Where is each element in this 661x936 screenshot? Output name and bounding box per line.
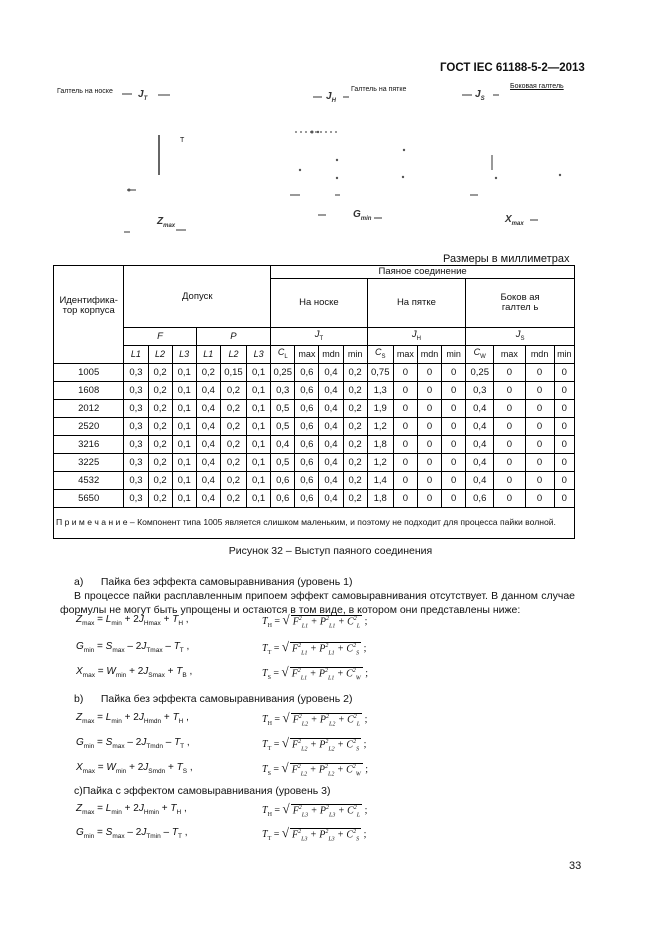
table-cell: 0,6 <box>295 454 319 472</box>
formula-right-b3: $T_S$ = √ $F^2_{L2} + P^2_{L2} + C^2_W$ ; <box>262 760 369 777</box>
col-mdn-heel: mdn <box>417 346 441 364</box>
page-number: 33 <box>569 860 582 872</box>
table-cell: 0,2 <box>220 418 246 436</box>
table-cell: 0,3 <box>271 382 295 400</box>
table-cell: 0 <box>442 436 466 454</box>
table-cell: 0,2 <box>343 472 367 490</box>
col-L1-F: L1 <box>124 346 148 364</box>
formula-right-b1: $T_H$ = √ $F^2_{L2} + P^2_{L2} + C^2_L$ ; <box>262 710 368 727</box>
formula-left-b1: $Z_{max} = L_{min} + 2J_{Hmdn} + T_H$ , <box>76 712 189 725</box>
table-cell: 0,3 <box>124 382 148 400</box>
header-row-3 <box>54 328 575 346</box>
table-cell: 0,4 <box>196 436 220 454</box>
table-cell: 0,2 <box>148 418 172 436</box>
table-cell: 0 <box>417 418 441 436</box>
table-cell: 0,2 <box>196 364 220 382</box>
table-row <box>54 400 575 418</box>
table-cell: 0,2 <box>148 472 172 490</box>
table-cell: 0,4 <box>196 490 220 508</box>
section-a-text: В процессе пайки расплавленным припоем эффект самовыравнивания отсутствует. В данном случае формулы не могут быть упрощены и остаются в том виде, в котором они представлены ниже: <box>60 590 575 616</box>
col-L1-P: L1 <box>196 346 220 364</box>
label-side: Боковая галтель <box>510 83 564 90</box>
formula-right-a2: $T_T$ = √ $F^2_{L1} + P^2_{L1} + C^2_S$ ; <box>262 639 367 656</box>
table-cell: 0,4 <box>319 382 343 400</box>
table-cell: 0 <box>554 436 574 454</box>
table-cell: 0,2 <box>148 400 172 418</box>
symbol-zmax: $Z_{max}$ <box>157 216 176 229</box>
header-side: Боков ая галтел ь <box>466 279 575 328</box>
table-cell: 0 <box>393 472 417 490</box>
col-min-side: min <box>554 346 574 364</box>
table-cell: 0 <box>554 382 574 400</box>
table-cell: 0,2 <box>220 436 246 454</box>
col-L3-P: L3 <box>247 346 271 364</box>
table-cell: 0,3 <box>124 418 148 436</box>
standard-header: ГОСТ IEC 61188-5-2—2013 <box>440 62 585 74</box>
col-max-toe: max <box>295 346 319 364</box>
table-cell: 0 <box>393 382 417 400</box>
table-cell: 0 <box>393 436 417 454</box>
formula-left-a1: $Z_{max} = L_{min} + 2J_{Hmax} + T_H$ , <box>76 614 189 627</box>
table-cell: 0 <box>554 454 574 472</box>
table-cell: 0 <box>393 364 417 382</box>
row-id-cell: 4532 <box>54 472 124 490</box>
row-id-cell: 1005 <box>54 364 124 382</box>
table-cell: 0 <box>494 382 525 400</box>
table-cell: 0 <box>442 490 466 508</box>
symbol-js: $J_S$ <box>475 89 485 102</box>
table-cell: 0,6 <box>295 490 319 508</box>
solder-joint-table <box>53 265 575 539</box>
section-b-title: b) Пайка без эффекта самовыравнивания (уровень 2) <box>74 693 353 705</box>
formula-left-c1: $Z_{max} = L_{min} + 2J_{Hmin} + T_H$ , <box>76 803 187 816</box>
table-cell: 0 <box>554 490 574 508</box>
table-body <box>54 364 575 508</box>
formula-right-a1: $T_H$ = √ $F^2_{L1} + P^2_{L1} + C^2_L$ ; <box>262 612 368 629</box>
table-cell: 0 <box>525 490 554 508</box>
table-cell: 0,4 <box>196 472 220 490</box>
table-cell: 0,4 <box>319 436 343 454</box>
formula-left-b3: $X_{max} = W_{min} + 2J_{Smdn} + T_S$ , <box>76 762 193 775</box>
table-cell: 0 <box>442 400 466 418</box>
table-cell: 0 <box>525 382 554 400</box>
table-cell: 0 <box>393 400 417 418</box>
table-cell: 0 <box>525 454 554 472</box>
group-JT: $J_T$ <box>271 328 368 346</box>
col-L2-P: L2 <box>220 346 246 364</box>
table-cell: 0,4 <box>319 454 343 472</box>
table-cell: 0,15 <box>220 364 246 382</box>
header-row-4 <box>54 346 575 364</box>
group-F: F <box>124 328 196 346</box>
table-cell: 1,8 <box>367 436 393 454</box>
table-cell: 0 <box>417 454 441 472</box>
col-CW: $C_W$ <box>466 346 494 364</box>
table-cell: 0,2 <box>148 454 172 472</box>
table-cell: 0 <box>554 364 574 382</box>
col-mdn-toe: mdn <box>319 346 343 364</box>
table-cell: 0 <box>525 364 554 382</box>
row-id-cell: 3216 <box>54 436 124 454</box>
row-id-cell: 5650 <box>54 490 124 508</box>
col-mdn-side: mdn <box>525 346 554 364</box>
table-row <box>54 364 575 382</box>
table-cell: 0,1 <box>247 454 271 472</box>
table-cell: 0,6 <box>295 472 319 490</box>
row-id-cell: 2012 <box>54 400 124 418</box>
col-L2-F: L2 <box>148 346 172 364</box>
table-cell: 0,1 <box>247 364 271 382</box>
group-JS: $J_S$ <box>466 328 575 346</box>
table-cell: 0 <box>442 472 466 490</box>
col-min-heel: min <box>442 346 466 364</box>
symbol-xmax: $X_{max}$ <box>505 214 524 227</box>
table-cell: 0 <box>442 382 466 400</box>
table-cell: 0 <box>417 382 441 400</box>
group-JH: $J_H$ <box>367 328 466 346</box>
table-cell: 0,4 <box>319 490 343 508</box>
table-cell: 0,5 <box>271 418 295 436</box>
table-cell: 0,2 <box>343 436 367 454</box>
table-cell: 0,2 <box>148 364 172 382</box>
table-cell: 0 <box>442 364 466 382</box>
table-cell: 0,6 <box>295 436 319 454</box>
table-cell: 0,3 <box>124 436 148 454</box>
formula-right-c2: $T_T$ = √ $F^2_{L3} + P^2_{L3} + C^2_S$ ; <box>262 825 367 842</box>
table-cell: 1,2 <box>367 454 393 472</box>
formula-left-a3: $X_{max} = W_{min} + 2J_{Smax} + T_B$ , <box>76 666 193 679</box>
table-cell: 0,6 <box>271 472 295 490</box>
table-cell: 0 <box>442 418 466 436</box>
formula-right-a3: $T_S$ = √ $F^2_{L1} + P^2_{L1} + C^2_W$ ; <box>262 664 369 681</box>
table-cell: 0,3 <box>124 364 148 382</box>
table-cell: 0 <box>417 490 441 508</box>
table-cell: 0 <box>494 490 525 508</box>
label-toe: Галтель на носке <box>57 88 113 95</box>
table-cell: 0 <box>554 472 574 490</box>
table-cell: 0,2 <box>343 364 367 382</box>
table-cell: 0,3 <box>124 400 148 418</box>
table-cell: 0,1 <box>247 400 271 418</box>
table-cell: 0 <box>554 418 574 436</box>
table-note: П р и м е ч а н и е – Компонент типа 1005 является слишком маленьким, и поэтому не подходит для процесса пайки волной. <box>54 508 575 539</box>
table-row <box>54 490 575 508</box>
table-cell: 0,75 <box>367 364 393 382</box>
table-cell: 1,4 <box>367 472 393 490</box>
table-cell: 0 <box>417 400 441 418</box>
table-cell: 0,6 <box>271 490 295 508</box>
table-cell: 0,6 <box>295 364 319 382</box>
table-cell: 0,4 <box>196 400 220 418</box>
figure-caption: Рисунок 32 – Выступ паяного соединения <box>228 545 433 557</box>
table-cell: 0,25 <box>466 364 494 382</box>
table-cell: 0,1 <box>172 400 196 418</box>
table-cell: 0,1 <box>247 472 271 490</box>
table-cell: 0,2 <box>343 400 367 418</box>
table-cell: 0 <box>494 454 525 472</box>
col-CL: $C_L$ <box>271 346 295 364</box>
table-cell: 0,1 <box>172 454 196 472</box>
table-cell: 0,4 <box>319 364 343 382</box>
label-heel: Галтель на пятке <box>351 86 407 93</box>
table-cell: 1,3 <box>367 382 393 400</box>
table-cell: 0,4 <box>196 382 220 400</box>
table-cell: 1,8 <box>367 490 393 508</box>
table-cell: 0,2 <box>220 472 246 490</box>
col-min-toe: min <box>343 346 367 364</box>
t-mark: T <box>180 137 185 144</box>
table-cell: 0 <box>525 436 554 454</box>
table-cell: 0,5 <box>271 400 295 418</box>
table-cell: 0,6 <box>295 418 319 436</box>
col-max-side: max <box>494 346 525 364</box>
col-max-heel: max <box>393 346 417 364</box>
symbol-jh: $J_H$ <box>326 91 336 104</box>
symbol-jt: $J_T$ <box>138 89 148 102</box>
table-cell: 0 <box>494 472 525 490</box>
table-cell: 0,1 <box>247 490 271 508</box>
table-cell: 0,4 <box>319 472 343 490</box>
table-cell: 0,5 <box>271 454 295 472</box>
row-id-cell: 2520 <box>54 418 124 436</box>
table-cell: 0,6 <box>466 490 494 508</box>
table-cell: 0,3 <box>466 382 494 400</box>
header-heel: На пятке <box>367 279 466 328</box>
units-label: Размеры в миллиметрах <box>443 253 570 265</box>
table-cell: 0 <box>525 418 554 436</box>
table-cell: 0,2 <box>148 382 172 400</box>
header-joint: Паяное соединение <box>271 266 575 279</box>
header-row-1 <box>54 266 575 279</box>
col-CS: $C_S$ <box>367 346 393 364</box>
table-cell: 0 <box>393 454 417 472</box>
table-cell: 0,4 <box>196 454 220 472</box>
table-cell: 0,1 <box>172 382 196 400</box>
table-cell: 0,6 <box>295 400 319 418</box>
group-P: P <box>196 328 270 346</box>
formula-left-a2: $G_{min} = S_{max} - 2J_{Tmax} - T_T$ , <box>76 641 190 654</box>
table-cell: 0,4 <box>319 400 343 418</box>
table-cell: 0,4 <box>196 418 220 436</box>
note-row <box>54 508 575 539</box>
table-cell: 0,4 <box>466 472 494 490</box>
table-cell: 0,4 <box>271 436 295 454</box>
table-cell: 0 <box>393 490 417 508</box>
table-cell: 0,2 <box>148 490 172 508</box>
table-cell: 0 <box>525 472 554 490</box>
table-cell: 0 <box>494 436 525 454</box>
row-id-cell: 3225 <box>54 454 124 472</box>
table-cell: 0,1 <box>172 364 196 382</box>
section-c-title: c)Пайка с эффектом самовыравнивания (уровень 3) <box>74 785 331 797</box>
table-cell: 0,4 <box>466 418 494 436</box>
table-cell: 0,2 <box>220 382 246 400</box>
table-cell: 0 <box>554 400 574 418</box>
header-id: Идентифика-тор корпуса <box>54 266 124 346</box>
table-cell: 0,4 <box>319 418 343 436</box>
table-cell: 0,1 <box>247 436 271 454</box>
table-cell: 0,2 <box>148 436 172 454</box>
table-cell: 0 <box>494 418 525 436</box>
table-row <box>54 436 575 454</box>
table-row <box>54 472 575 490</box>
table-cell: 0,2 <box>343 382 367 400</box>
row-id-cell: 1608 <box>54 382 124 400</box>
table-cell: 0 <box>494 364 525 382</box>
formula-right-c1: $T_H$ = √ $F^2_{L3} + P^2_{L3} + C^2_L$ ; <box>262 801 368 818</box>
table-row <box>54 454 575 472</box>
table-row <box>54 382 575 400</box>
table-cell: 0,1 <box>247 418 271 436</box>
table-cell: 0,6 <box>295 382 319 400</box>
table-cell: 0 <box>525 400 554 418</box>
table-row <box>54 418 575 436</box>
table-cell: 0,2 <box>343 490 367 508</box>
table-cell: 0 <box>494 400 525 418</box>
formula-right-b2: $T_T$ = √ $F^2_{L2} + P^2_{L2} + C^2_S$ ; <box>262 735 367 752</box>
table-cell: 0,4 <box>466 400 494 418</box>
table-cell: 0,1 <box>247 382 271 400</box>
table-cell: 0 <box>393 418 417 436</box>
table-cell: 0,1 <box>172 436 196 454</box>
col-L3-F: L3 <box>172 346 196 364</box>
table-cell: 0,4 <box>466 436 494 454</box>
table-cell: 0,1 <box>172 490 196 508</box>
table-cell: 0,3 <box>124 472 148 490</box>
table-cell: 1,2 <box>367 418 393 436</box>
figure-drawing <box>0 0 661 250</box>
table-cell: 0,2 <box>220 400 246 418</box>
section-a-title: a) Пайка без эффекта самовыравнивания (уровень 1) <box>74 576 353 588</box>
header-tolerance: Допуск <box>124 266 271 328</box>
table-cell: 0 <box>417 436 441 454</box>
header-id-blank <box>54 346 124 364</box>
table-cell: 0,2 <box>343 418 367 436</box>
header-toe: На носке <box>271 279 368 328</box>
table-cell: 0,4 <box>466 454 494 472</box>
table-cell: 0 <box>442 454 466 472</box>
table-cell: 1,9 <box>367 400 393 418</box>
table-cell: 0,1 <box>172 418 196 436</box>
formula-left-b2: $G_{min} = S_{max} - 2J_{Tmdn} - T_T$ , <box>76 737 190 750</box>
table-cell: 0,2 <box>220 454 246 472</box>
table-cell: 0 <box>417 364 441 382</box>
table-cell: 0,1 <box>172 472 196 490</box>
formula-left-c2: $G_{min} = S_{max} - 2J_{Tmin} - T_T$ , <box>76 827 188 840</box>
table-cell: 0 <box>417 472 441 490</box>
table-cell: 0,2 <box>220 490 246 508</box>
table-cell: 0,25 <box>271 364 295 382</box>
table-cell: 0,3 <box>124 454 148 472</box>
table-cell: 0,2 <box>343 454 367 472</box>
symbol-gmin: $G_{min}$ <box>353 209 372 222</box>
table-cell: 0,3 <box>124 490 148 508</box>
